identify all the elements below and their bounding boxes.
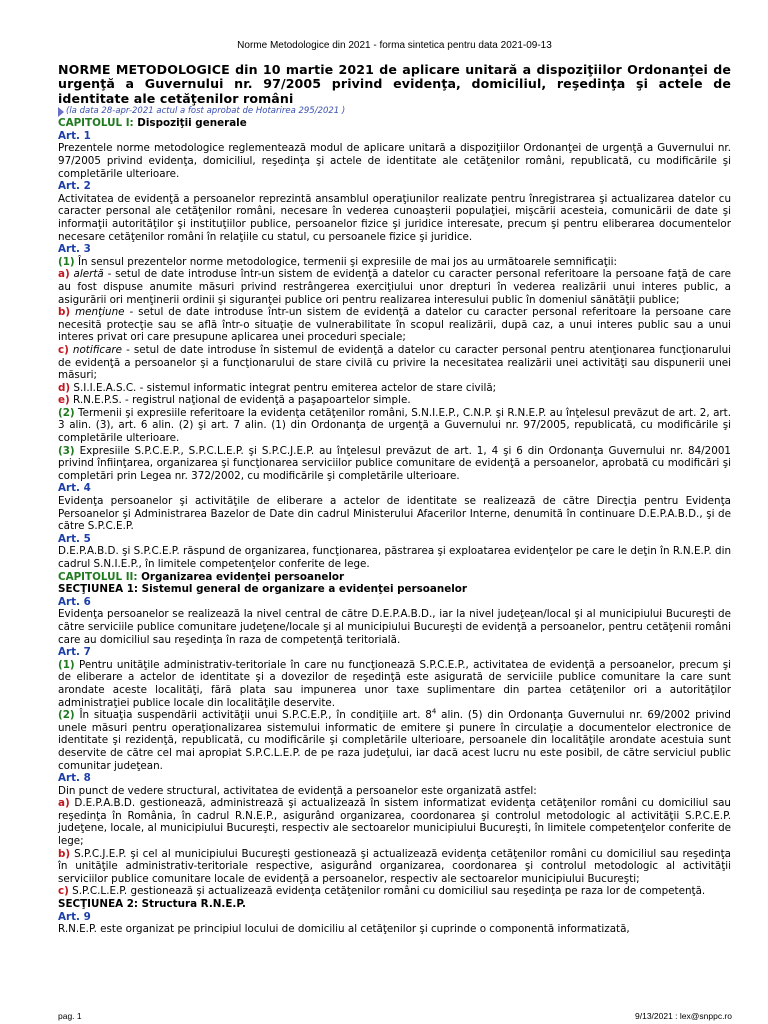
approval-note-text: (la data 28-apr-2021 actul a fost aprobat de Hotarirea 295/2021 ) bbox=[66, 106, 346, 117]
article-4-label: Art. 4 bbox=[58, 482, 91, 495]
article-7-label: Art. 7 bbox=[58, 646, 91, 659]
article-8-letter-c: c) S.P.C.L.E.P. gestionează şi actualizează evidenţa cetăţenilor români cu domiciliul sau reşedinţa pe raza lor de competenţă. bbox=[58, 885, 706, 898]
article-3-letter-a: a) alertă - setul de date introduse într-un sistem de evidenţă a datelor cu caracter personal referitoare la persoane faţă de care au fost dispuse anumite măsuri privind restrângerea exerciţiului unor drepturi în vederea realizării unui interes public, a asigurării ori menţinerii ordinii şi siguranţei publice ori pentru realizarea interesului public în domeniul sănătăţii publice; bbox=[58, 268, 731, 306]
article-6-label: Art. 6 bbox=[58, 595, 91, 608]
article-3-alin-1: (1) În sensul prezentelor norme metodologice, termenii şi expresiile de mai jos au următoarele semnificaţii: bbox=[58, 255, 618, 268]
chapter-2-heading: CAPITOLUL II: Organizarea evidenţei persoanelor bbox=[58, 570, 345, 583]
article-3-alin-2: (2) Termenii şi expresiile referitoare la evidenţa cetăţenilor români, S.N.I.E.P., C.N.P. şi R.N.E.P. au înţelesul prevăzut de art. 2, art. 3 alin. (3), art. 6 alin. (2) şi art. 7 alin. (1) din Ordonanţa de urgenţă a Guvernului nr. 97/2005, republicată, cu modificările şi completările ulterioare. bbox=[58, 406, 731, 445]
article-8-intro: Din punct de vedere structural, activitatea de evidenţă a persoanelor este organizată astfel: bbox=[58, 784, 537, 797]
article-2-text: Activitatea de evidenţă a persoanelor reprezintă ansamblul operaţiunilor realizate pentru înregistrarea şi actualizarea datelor cu caracter personal ale cetăţenilor români, necesare în vederea cunoaşterii populaţiei, mişcării acesteia, comunicării de date şi informaţii autorităţilor şi instituţiilor publice, persoanelor fizice şi juridice interesate, precum şi pentru eliberarea documentelor necesare cetăţenilor români în relaţiile cu statul, cu persoanele fizice şi juridice. bbox=[58, 192, 731, 243]
document-page bbox=[58, 0, 731, 1024]
page-number: pag. 1 bbox=[58, 1011, 82, 1021]
article-9-label: Art. 9 bbox=[58, 910, 91, 923]
article-3-label: Art. 3 bbox=[58, 243, 91, 256]
article-5-label: Art. 5 bbox=[58, 532, 91, 545]
article-5-text: D.E.P.A.B.D. şi S.P.C.E.P. răspund de organizarea, funcţionarea, păstrarea şi exploatarea evidenţelor pe care le deţin în R.N.E.P. din cadrul S.N.I.E.P., în limitele competenţelor conferite de lege. bbox=[58, 545, 731, 570]
section-1-heading: SECŢIUNEA 1: Sistemul general de organizare a evidenţei persoanelor bbox=[58, 583, 468, 596]
article-1-label: Art. 1 bbox=[58, 129, 91, 142]
page-footer bbox=[58, 1011, 731, 1023]
article-7-alin-2: (2) În situaţia suspendării activităţii unui S.P.C.E.P., în condiţiile art. $8^4$ alin. (5) din Ordonanţa Guvernului nr. 69/2002 privind unele măsuri pentru operaţionalizarea sistemului informatic de emitere şi punere în circulaţie a documentelor electronice de identitate şi rezidenţă, republicată, cu modificările şi completările ulterioare, persoanele din localităţile arondate acestuia sunt deservite de către cel mai apropiat S.P.C.L.E.P. de pe raza judeţului, iar dacă acest lucru nu este posibil, de către serviciul public comunitar judeţean. bbox=[58, 707, 731, 772]
article-9-text: R.N.E.P. este organizat pe principiul locului de domiciliu al cetăţenilor şi cuprinde o componentă informatizată, bbox=[58, 923, 630, 936]
arrow-right-icon bbox=[58, 107, 64, 117]
running-header: Norme Metodologice din 2021 - forma sintetica pentru data 2021-09-13 bbox=[237, 40, 552, 51]
article-3-letter-c: c) notificare - setul de date introduse în sistemul de evidenţă a datelor cu caracter personal pentru atenţionarea funcţionarului de evidenţă a persoanelor şi a funcţionarului de stare civilă cu privire la necesitatea realizării unei activităţi sau dispunerii unei măsuri; bbox=[58, 343, 731, 382]
footer-date-email: 9/13/2021 : lex@snppc.ro bbox=[635, 1011, 732, 1021]
article-1-text: Prezentele norme metodologice reglementează modul de aplicare unitară a dispoziţiilor Ordonanţei de urgenţă a Guvernului nr. 97/2005 privind evidenţa, domiciliul, reşedinţa şi actele de identitate ale cetăţenilor români, republicată, cu modificările şi completările ulterioare. bbox=[58, 142, 731, 180]
article-6-text: Evidenţa persoanelor se realizează la nivel central de către D.E.P.A.B.D., iar la nivel judeţean/local şi al municipiului Bucureşti de către serviciile publice comunitare judeţene/locale şi al municipiului Bucureşti de evidenţă a persoanelor, pentru cetăţenii români care au domiciliul sau reşedinţa în raza de competenţă teritorială. bbox=[58, 608, 731, 646]
approval-note[interactable] bbox=[58, 106, 731, 117]
article-3-letter-d: d) S.I.I.E.A.S.C. - sistemul informatic integrat pentru emiterea actelor de stare civilă; bbox=[58, 381, 497, 394]
article-8-letter-b: b) S.P.C.J.E.P. şi cel al municipiului Bucureşti gestionează şi actualizează evidenţa cetăţenilor români cu domiciliul sau reşedinţa în unităţile administrativ-teritoriale respective, asigurând organizarea, coordonarea şi controlul metodologic al activităţii serviciilor publice comunitare locale de evidenţă a persoanelor, respectiv ale sectoarelor municipiului Bucureşti; bbox=[58, 847, 731, 885]
document-title: NORME METODOLOGICE din 10 martie 2021 de aplicare unitară a dispoziţiilor Ordonanţei de urgenţă a Guvernului nr. 97/2005 privind evidenţa, domiciliul, reşedinţa şi actele de identitate ale cetăţenilor români bbox=[58, 62, 731, 106]
article-4-text: Evidenţa persoanelor şi activităţile de eliberare a actelor de identitate se realizează de către Direcţia pentru Evidenţa Persoanelor şi Administrarea Bazelor de Date din cadrul Ministerului Afacerilor Interne, denumită în continuare D.E.P.A.B.D., şi de către S.P.C.E.P. bbox=[58, 495, 731, 533]
article-3-alin-3: (3) Expresiile S.P.C.E.P., S.P.C.L.E.P. şi S.P.C.J.E.P. au înţelesul prevăzut de art. 1, 4 şi 6 din Ordonanţa Guvernului nr. 84/2001 privind înfiinţarea, organizarea şi funcţionarea serviciilor publice comunitare de evidenţă a persoanelor, aprobată cu modificări şi completări prin Legea nr. 372/2002, cu modificările şi completările ulterioare. bbox=[58, 444, 731, 482]
article-3-letter-b: b) menţiune - setul de date introduse într-un sistem de evidenţă a datelor cu caracter personal referitoare la persoane care necesită protecţie sau se află într-o situaţie de vulnerabilitate în scopul realizării, după caz, a unui interes public sau a unui interes privat ori care presupune aplicarea unei proceduri speciale; bbox=[58, 306, 732, 344]
document-body bbox=[58, 63, 731, 936]
article-7-alin-1: (1) Pentru unităţile administrativ-teritoriale în care nu funcţionează S.P.C.E.P., activitatea de evidenţă a persoanelor, precum şi de eliberare a actelor de identitate şi a dovezilor de reşedinţă este asigurată de serviciile publice comunitare la care sunt arondate aceste localităţi, fără plata sau impunerea unor taxe suplimentare din partea cetăţenilor ori a autorităţilor administraţiei publice locale din localităţile deservite. bbox=[58, 658, 731, 709]
article-2-label: Art. 2 bbox=[58, 180, 91, 193]
chapter-1-heading: CAPITOLUL I: Dispoziţii generale bbox=[58, 117, 247, 130]
section-2-heading: SECŢIUNEA 2: Structura R.N.E.P. bbox=[58, 898, 246, 911]
article-3-letter-e: e) R.N.E.P.S. - registrul naţional de evidenţă a paşapoartelor simple. bbox=[58, 394, 411, 407]
article-8-letter-a: a) D.E.P.A.B.D. gestionează, administrează şi actualizează în sistem informatizat evidenţa cetăţenilor români cu domiciliul sau reşedinţa în România, în cadrul R.N.E.P., asigurând organizarea, coordonarea şi controlul metodologic al activităţii S.P.C.E.P. judeţene, locale, al municipiului Bucureşti, respectiv ale sectoarelor municipiului Bucureşti, în limitele competenţelor conferite de lege; bbox=[58, 797, 731, 848]
article-8-label: Art. 8 bbox=[58, 772, 91, 785]
